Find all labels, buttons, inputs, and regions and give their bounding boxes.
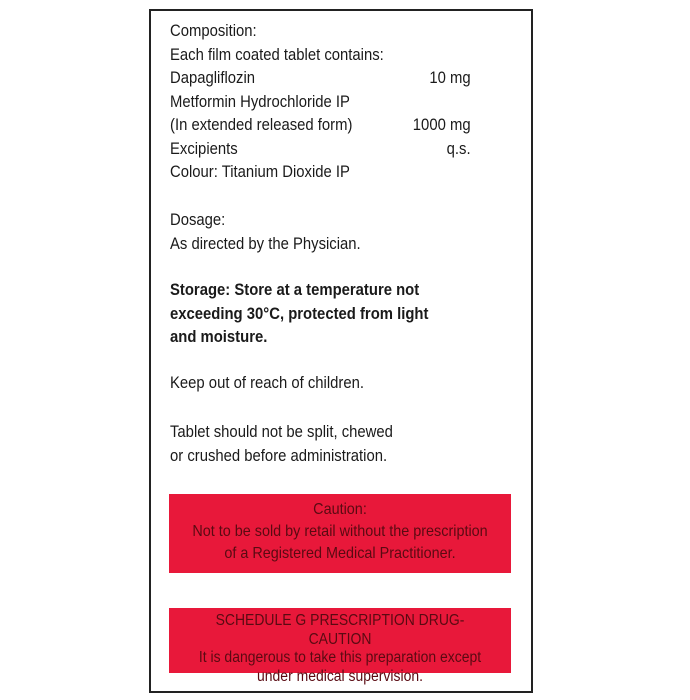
storage-section [170,279,428,350]
dosage-text: As directed by the Physician. [170,234,361,253]
ingredient-qty: 10 mg [429,69,471,87]
caution-box [169,494,511,573]
colour-line: Colour: Titanium Dioxide IP [170,163,350,181]
ingredient-row [170,91,471,115]
tablet-warning-line: or crushed before administration. [170,446,388,465]
composition-intro: Each film coated tablet contains: [170,45,384,64]
label-panel [149,9,533,693]
ingredient-row [170,138,471,162]
dosage-section [170,209,361,256]
caution-title: Caution: [313,501,367,518]
ingredient-name: Metformin Hydrochloride IP [170,92,350,111]
schedule-box [169,608,511,685]
schedule-title: SCHEDULE G PRESCRIPTION DRUG-CAUTION [215,612,465,648]
tablet-warning [170,421,393,468]
schedule-line: It is dangerous to take this preparation except [198,649,482,666]
keep-out-notice: Keep out of reach of children. [170,374,365,392]
ingredient-row [170,114,471,138]
schedule-line: under medical supervision. [257,667,423,685]
storage-line: Storage: Store at a temperature not [170,281,420,299]
ingredient-qty: 1000 mg [412,116,471,134]
composition-heading: Composition: [170,22,257,40]
tablet-warning-line: Tablet should not be split, chewed [170,423,393,441]
ingredient-row [170,67,471,91]
dosage-heading: Dosage: [170,211,226,229]
ingredient-name: (In extended released form) [170,116,353,134]
storage-line: exceeding 30°C, protected from light [170,304,429,323]
caution-text [186,499,494,565]
caution-line: of a Registered Medical Practitioner. [224,545,456,562]
composition-section [170,20,471,185]
caution-line: Not to be sold by retail without the prescription [192,523,488,540]
ingredient-qty: q.s. [446,139,471,158]
schedule-text [186,612,494,686]
ingredient-name: Dapagliflozin [170,69,256,87]
storage-line: and moisture. [170,328,268,346]
ingredient-name: Excipients [170,139,238,158]
